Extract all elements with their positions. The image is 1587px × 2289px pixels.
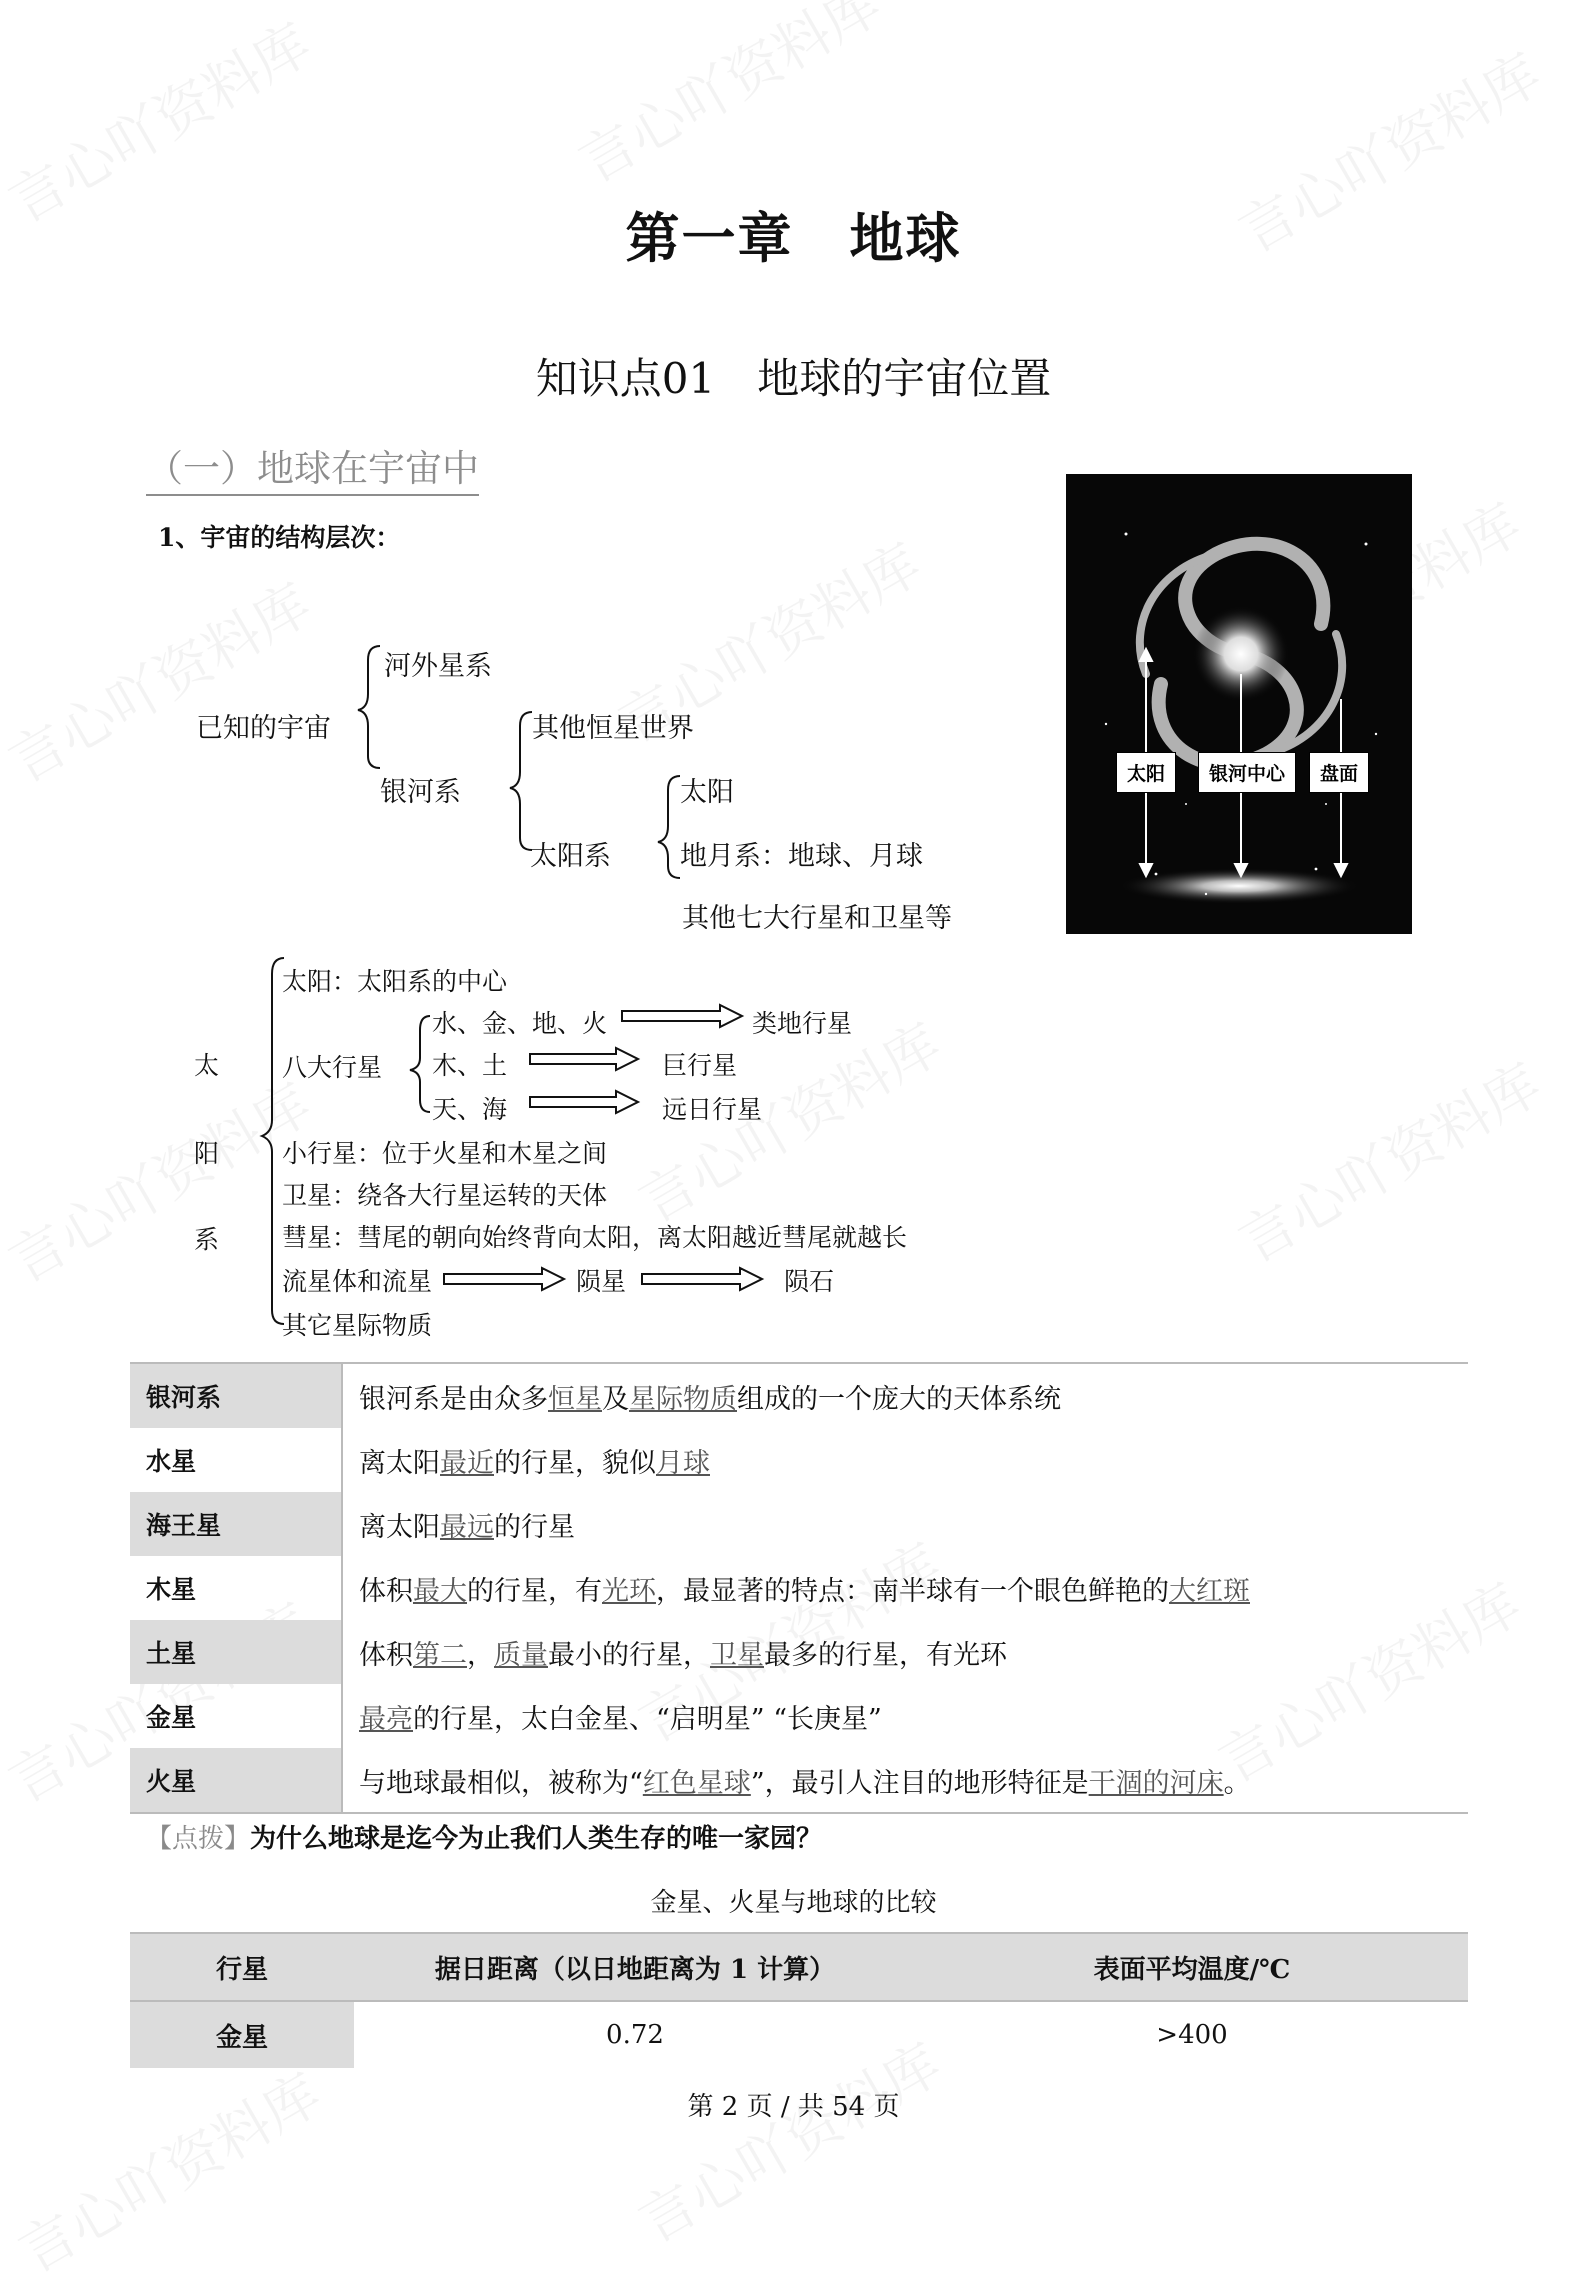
watermark bbox=[1223, 1041, 1554, 1278]
tip-text: 为什么地球是迄今为止我们人类生存的唯一家园？ bbox=[250, 1824, 823, 1854]
table-row bbox=[130, 1748, 1468, 1813]
table-cell: 金星 bbox=[130, 2001, 354, 2068]
description-text: 最小的行星， bbox=[548, 1639, 710, 1671]
section-heading: （一）地球在宇宙中 bbox=[146, 438, 479, 496]
answer-blank: 最亮 bbox=[359, 1703, 413, 1735]
planet-name: 木星 bbox=[130, 1556, 342, 1620]
planet-description bbox=[342, 1492, 1468, 1556]
solar-side-2: 阳 bbox=[194, 1139, 220, 1168]
table-row bbox=[130, 1428, 1468, 1492]
comparison-caption: 金星、火星与地球的比较 bbox=[650, 1888, 937, 1918]
universe-extragalactic: 河外星系 bbox=[384, 651, 492, 682]
solar-meteorite: 陨石 bbox=[784, 1267, 835, 1296]
answer-blank: 恒星 bbox=[548, 1383, 602, 1415]
planet-name: 水星 bbox=[130, 1428, 342, 1492]
col-header-distance: 据日距离（以日地距离为 1 计算） bbox=[354, 1933, 916, 2001]
planet-description bbox=[342, 1748, 1468, 1813]
tip-tag: 【点拨】 bbox=[146, 1824, 251, 1854]
solar-meteor: 陨星 bbox=[576, 1267, 627, 1296]
universe-milky-way: 银河系 bbox=[380, 777, 461, 808]
planet-name: 火星 bbox=[130, 1748, 342, 1813]
col-header-temperature: 表面平均温度/℃ bbox=[916, 1933, 1468, 2001]
galaxy-illustration bbox=[1066, 474, 1412, 934]
solar-side-3: 系 bbox=[194, 1225, 220, 1254]
planet-name: 金星 bbox=[130, 1684, 342, 1748]
answer-blank: 卫星 bbox=[710, 1639, 764, 1671]
universe-solar-system: 太阳系 bbox=[530, 841, 611, 872]
solar-group-terrestrial: 水、金、地、火 bbox=[432, 1009, 608, 1038]
table-row bbox=[130, 2001, 1468, 2068]
description-text: 离太阳 bbox=[359, 1511, 440, 1543]
answer-blank: 最大 bbox=[413, 1575, 467, 1607]
table-row bbox=[130, 1556, 1468, 1620]
col-header-planet: 行星 bbox=[130, 1933, 354, 2001]
description-text: 的行星，貌似 bbox=[494, 1447, 656, 1479]
solar-comet: 彗星：彗尾的朝向始终背向太阳，离太阳越近彗尾就越长 bbox=[282, 1223, 908, 1252]
answer-blank: 质量 bbox=[494, 1639, 548, 1671]
description-text: 的行星 bbox=[494, 1511, 575, 1543]
answer-blank: 干涸的河床 bbox=[1088, 1767, 1224, 1799]
solar-sun: 太阳：太阳系的中心 bbox=[282, 967, 508, 996]
universe-earth-moon: 地月系：地球、月球 bbox=[680, 841, 923, 872]
description-text: ”，最引人注目的地形特征是 bbox=[750, 1767, 1089, 1799]
solar-eight-planets: 八大行星 bbox=[282, 1053, 383, 1082]
galaxy-label-center: 银河中心 bbox=[1198, 752, 1296, 793]
planet-facts-table bbox=[130, 1362, 1468, 1814]
answer-blank: 星际物质 bbox=[629, 1383, 737, 1415]
description-text: 的行星，太白金星、“启明星” “长庚星” bbox=[413, 1703, 882, 1735]
planet-name: 海王星 bbox=[130, 1492, 342, 1556]
solar-meteoroid: 流星体和流星 bbox=[282, 1267, 433, 1296]
description-text: 组成的一个庞大的天体系统 bbox=[737, 1383, 1061, 1415]
page-footer: 第 2 页 / 共 54 页 bbox=[687, 2092, 900, 2122]
planet-description bbox=[342, 1428, 1468, 1492]
galaxy-label-disk: 盘面 bbox=[1309, 752, 1369, 793]
comparison-table bbox=[130, 1932, 1468, 2068]
chapter-title: 第一章 地球 bbox=[625, 206, 962, 270]
planet-description bbox=[342, 1684, 1468, 1748]
universe-root: 已知的宇宙 bbox=[196, 713, 331, 744]
answer-blank: 月球 bbox=[656, 1447, 710, 1479]
table-row bbox=[130, 1684, 1468, 1748]
answer-blank: 红色星球 bbox=[642, 1767, 751, 1799]
answer-blank: 最近 bbox=[440, 1447, 494, 1479]
galaxy-label-sun: 太阳 bbox=[1116, 752, 1176, 793]
universe-other-stars: 其他恒星世界 bbox=[532, 713, 694, 744]
description-text: 及 bbox=[602, 1383, 629, 1415]
table-row bbox=[130, 1620, 1468, 1684]
description-text: 最多的行星，有光环 bbox=[764, 1639, 1007, 1671]
knowledge-point-title: 知识点01 地球的宇宙位置 bbox=[535, 354, 1052, 403]
item-heading: 1、宇宙的结构层次： bbox=[158, 523, 401, 552]
solar-group-giant: 木、土 bbox=[432, 1051, 508, 1080]
planet-description bbox=[342, 1620, 1468, 1684]
answer-blank: 第二 bbox=[413, 1639, 467, 1671]
planet-name: 土星 bbox=[130, 1620, 342, 1684]
description-text: 银河系是由众多 bbox=[359, 1383, 548, 1415]
description-text: 与地球最相似，被称为“ bbox=[359, 1767, 643, 1799]
universe-sun: 太阳 bbox=[680, 777, 734, 808]
solar-terrestrial-label: 类地行星 bbox=[752, 1009, 853, 1038]
description-text: ， bbox=[467, 1639, 494, 1671]
answer-blank: 光环 bbox=[602, 1575, 656, 1607]
solar-giant-label: 巨行星 bbox=[662, 1051, 738, 1080]
galaxy-image bbox=[1066, 474, 1412, 934]
answer-blank: 最远 bbox=[440, 1511, 494, 1543]
description-text: 离太阳 bbox=[359, 1447, 440, 1479]
solar-asteroid: 小行星：位于火星和木星之间 bbox=[282, 1139, 608, 1168]
table-row bbox=[130, 1492, 1468, 1556]
description-text: 的行星，有 bbox=[467, 1575, 602, 1607]
table-cell: >400 bbox=[1156, 2020, 1228, 2050]
solar-interstellar: 其它星际物质 bbox=[282, 1311, 433, 1340]
planet-name: 银河系 bbox=[130, 1363, 342, 1428]
description-text: 体积 bbox=[359, 1575, 413, 1607]
description-text: 。 bbox=[1223, 1767, 1251, 1799]
universe-other-planets: 其他七大行星和卫星等 bbox=[682, 903, 952, 934]
solar-group-far: 天、海 bbox=[432, 1095, 508, 1124]
tip-question bbox=[146, 1818, 822, 1855]
description-text: ，最显著的特点：南半球有一个眼色鲜艳的 bbox=[656, 1575, 1169, 1607]
solar-side-1: 太 bbox=[194, 1051, 220, 1080]
table-cell: 0.72 bbox=[606, 2020, 664, 2050]
description-text: 体积 bbox=[359, 1639, 413, 1671]
answer-blank: 大红斑 bbox=[1169, 1575, 1250, 1607]
solar-far-label: 远日行星 bbox=[662, 1095, 763, 1124]
planet-description bbox=[342, 1363, 1468, 1428]
planet-description bbox=[342, 1556, 1468, 1620]
solar-satellite: 卫星：绕各大行星运转的天体 bbox=[282, 1181, 608, 1210]
table-row bbox=[130, 1363, 1468, 1428]
